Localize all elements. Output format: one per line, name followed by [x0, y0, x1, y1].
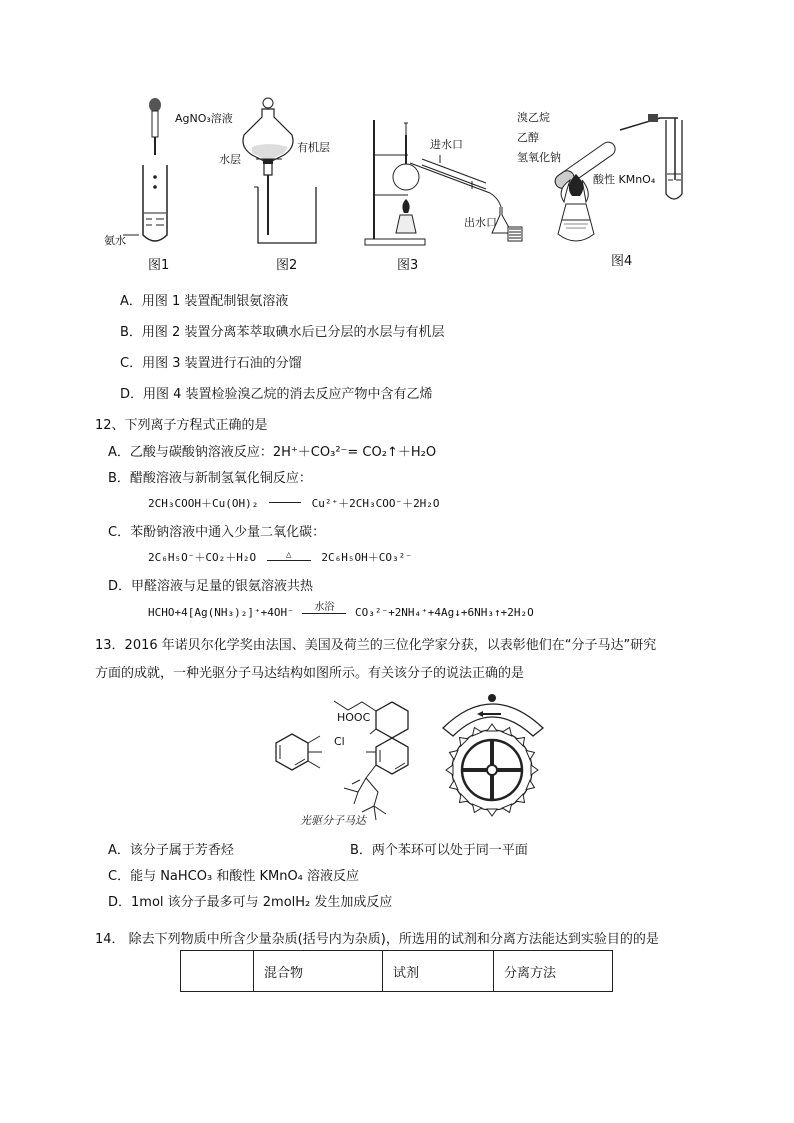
q12-c-right: 2C₆H₅OH＋CO₃²⁻: [321, 551, 412, 564]
q12-d-condition: 水浴: [314, 602, 335, 613]
q12-d-left: HCHO+4[Ag(NH₃)₂]⁺+4OH⁻: [148, 606, 294, 619]
q13-option-b: B．两个苯环可以处于同一平面: [350, 843, 528, 858]
fig1-tube-label: 氨水: [104, 234, 126, 247]
table-header-cell: 混合物: [254, 951, 383, 992]
q13-option-d: D．1mol 该分子最多可与 2molH₂ 发生加成反应: [108, 895, 393, 910]
q11-option-c: C．用图 3 装置进行石油的分馏: [120, 356, 302, 371]
q12-d-right: CO₃²⁻+2NH₄⁺+4Ag↓+6NH₃↑+2H₂O: [354, 606, 534, 619]
q12-option-a: A．乙酸与碳酸钠溶液反应：2H⁺＋CO₃²⁻= CO₂↑＋H₂O: [108, 445, 437, 460]
q12-c-equation: [148, 549, 412, 565]
q11-option-a: A．用图 1 装置配制银氨溶液: [120, 294, 289, 309]
q12-option-b: B．醋酸溶液与新制氢氧化铜反应：: [108, 471, 312, 486]
q13-option-c: C．能与 NaHCO₃ 和酸性 KMnO₄ 溶液反应: [108, 869, 360, 884]
q12-option-d: D．甲醛溶液与足量的银氨溶液共热: [108, 579, 314, 594]
q13-option-a: A．该分子属于芳香烃: [108, 843, 234, 858]
q12-c-condition: △: [286, 550, 292, 560]
q13-stem-line2: 方面的成就，一种光驱分子马达结构如图所示。有关该分子的说法正确的是: [95, 666, 525, 681]
reaction-arrow-icon: [267, 551, 311, 561]
reaction-arrow-icon: [269, 502, 301, 503]
fig4-reagent-1: 溴乙烷: [517, 111, 550, 124]
table-header-row: [181, 951, 613, 992]
fig4-reagent-list: [517, 108, 561, 168]
q12-stem: 12、下列离子方程式正确的是: [95, 418, 268, 433]
reaction-arrow-icon: [302, 603, 346, 614]
molecular-motor-structure: [262, 688, 437, 828]
fig4-reagent-3: 氢氧化钠: [517, 151, 561, 164]
fig1-reagent-label: AgNO₃溶液: [175, 112, 233, 125]
q12-b-left: 2CH₃COOH＋Cu(OH)₂: [148, 497, 259, 510]
q14-table: [180, 950, 613, 992]
fig2-organic-label: 有机层: [297, 141, 330, 154]
fig3-water-out-label: 出水口: [464, 216, 497, 229]
fig3-caption: 图3: [397, 258, 419, 273]
fig4-reagent-2: 乙醇: [517, 131, 539, 144]
q11-option-d: D．用图 4 装置检验溴乙烷的消去反应产物中含有乙烯: [120, 387, 433, 402]
fig1-caption: 图1: [148, 258, 170, 273]
gear-icon: [435, 688, 550, 818]
q14-stem: 14． 除去下列物质中所含少量杂质(括号内为杂质)，所选用的试剂和分离方法能达到实验目的的是: [95, 932, 659, 947]
fig2-water-label: 水层: [219, 153, 241, 166]
fig3-water-in-label: 进水口: [430, 138, 463, 151]
q12-option-c: C．苯酚钠溶液中通入少量二氧化碳：: [108, 525, 326, 540]
fig2-apparatus: [230, 95, 340, 250]
q12-b-equation: [148, 495, 440, 511]
table-header-cell: [181, 951, 254, 992]
fig4-kmno4-label: 酸性 KMnO₄: [593, 173, 656, 186]
q13-stem-line1: 13．2016 年诺贝尔化学奖由法国、美国及荷兰的三位化学家分获，以表彰他们在“分子马达”研究: [95, 638, 657, 653]
structure-cl-label: Cl: [334, 735, 345, 748]
table-header-cell: 试剂: [383, 951, 494, 992]
q12-d-equation: [148, 602, 534, 620]
q12-b-right: Cu²⁺＋2CH₃COO⁻＋2H₂O: [311, 497, 440, 510]
fig4-caption: 图4: [611, 254, 633, 269]
table-header-cell: 分离方法: [494, 951, 613, 992]
q12-c-left: 2C₆H₅O⁻＋CO₂＋H₂O: [148, 551, 257, 564]
structure-caption: 光驱分子马达: [300, 814, 366, 827]
fig2-caption: 图2: [276, 258, 298, 273]
q11-option-b: B．用图 2 装置分离苯萃取碘水后已分层的水层与有机层: [120, 325, 445, 340]
structure-cooh-label: HOOC: [337, 711, 371, 724]
